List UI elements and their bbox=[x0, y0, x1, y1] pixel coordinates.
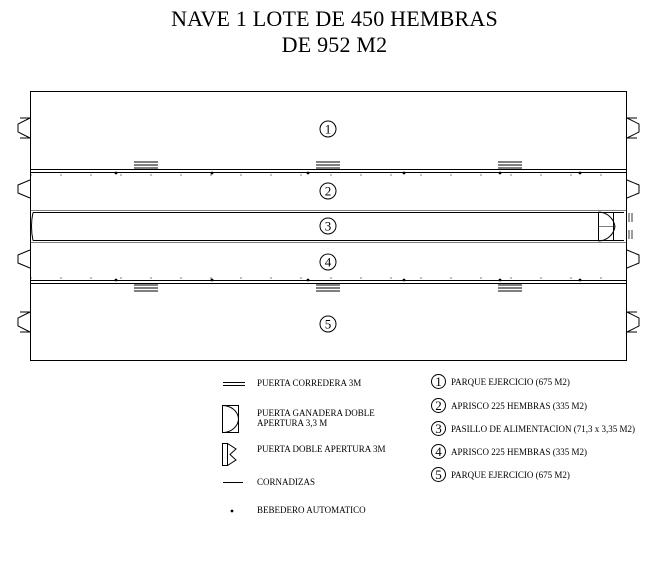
legend-label: PUERTA CORREDERA 3M bbox=[257, 378, 362, 388]
zone-legend-5 bbox=[431, 467, 570, 482]
legend-double-door bbox=[257, 444, 392, 454]
zone-label-2: 2 bbox=[324, 183, 332, 199]
zone-legend-4 bbox=[431, 444, 587, 459]
zone-legend-description: PARQUE EJERCICIO (675 M2) bbox=[451, 376, 570, 387]
water-trough-symbol bbox=[231, 510, 234, 513]
zone-legend-number: 1 bbox=[431, 374, 446, 389]
zone-legend-number: 3 bbox=[431, 421, 446, 436]
legend-sliding-door bbox=[257, 378, 361, 388]
zone-legend-description: APRISCO 225 HEMBRAS (335 M2) bbox=[451, 446, 588, 457]
zone-legend-description: PASILLO DE ALIMENTACION (71,3 x 3,35 M2) bbox=[451, 423, 635, 434]
zone-label-5: 5 bbox=[324, 316, 332, 332]
legend-label: PUERTA GANADERA DOBLE APERTURA 3,3 M bbox=[257, 408, 375, 428]
zone-label-1: 1 bbox=[324, 121, 332, 137]
legend-livestock-door bbox=[257, 408, 377, 428]
title-line-2: DE 952 M2 bbox=[281, 32, 388, 57]
zone-legend-1 bbox=[431, 374, 570, 389]
zone-label-3: 3 bbox=[324, 218, 332, 234]
zone-legend-2 bbox=[431, 398, 587, 413]
zone-legend-number: 4 bbox=[431, 444, 446, 459]
zone-legend-description: PARQUE EJERCICIO (675 M2) bbox=[451, 469, 570, 480]
legend-feeder-rack bbox=[257, 477, 315, 487]
legend-label: PUERTA DOBLE APERTURA 3M bbox=[257, 444, 386, 454]
sliding-door-symbol bbox=[223, 383, 245, 386]
legend-water-trough bbox=[257, 505, 366, 515]
legend-symbols bbox=[223, 383, 246, 483]
right-doors bbox=[627, 118, 639, 332]
zone-legend-description: APRISCO 225 HEMBRAS (335 M2) bbox=[451, 400, 588, 411]
water-troughs bbox=[115, 172, 582, 282]
zone-label-4: 4 bbox=[324, 254, 332, 270]
band-separator-4 bbox=[30, 281, 627, 284]
corridor-gate bbox=[599, 212, 616, 241]
legend-label: BEBEDERO AUTOMATICO bbox=[257, 505, 366, 515]
livestock-door-symbol bbox=[223, 406, 239, 433]
legend-label: CORNADIZAS bbox=[257, 477, 316, 487]
double-door-symbol bbox=[223, 444, 237, 466]
zone-legend-number: 2 bbox=[431, 398, 446, 413]
corridor-end-marks bbox=[629, 213, 632, 239]
band-separator-1 bbox=[30, 170, 627, 173]
title-line-1: NAVE 1 LOTE DE 450 HEMBRAS bbox=[171, 6, 498, 31]
left-doors bbox=[18, 118, 30, 332]
zone-legend-number: 5 bbox=[431, 467, 446, 482]
zone-legend-3 bbox=[431, 421, 635, 436]
